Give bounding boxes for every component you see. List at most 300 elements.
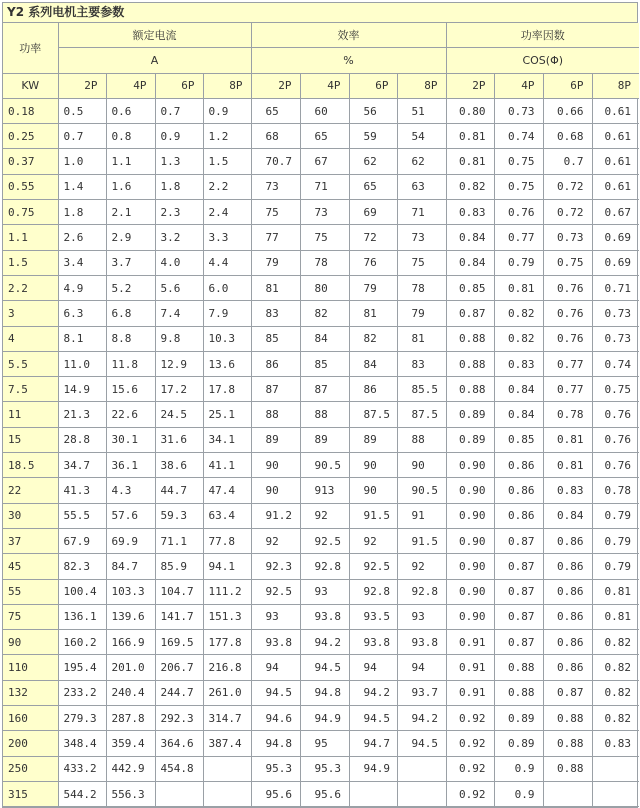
pf-cell: 0.84 [446,225,494,250]
pf-cell: 0.89 [446,427,494,452]
pf-cell: 0.81 [543,427,592,452]
pf-cell: 0.87 [494,579,543,604]
efficiency-cell: 81 [349,301,397,326]
current-cell: 216.8 [203,655,251,680]
current-cell: 63.4 [203,503,251,528]
table-row [3,604,639,629]
current-cell: 139.6 [106,604,155,629]
pf-cell: 0.61 [592,174,639,199]
pf-cell: 0.83 [592,731,639,756]
current-cell: 4.9 [58,275,106,300]
efficiency-cell: 83 [397,351,446,376]
pf-cell: 0.88 [446,351,494,376]
power-cell: 250 [3,756,58,781]
current-cell: 240.4 [106,680,155,705]
efficiency-cell: 92 [300,503,349,528]
pole-header: 4P [300,73,349,98]
pf-cell: 0.81 [543,453,592,478]
efficiency-cell: 78 [397,275,446,300]
pf-cell: 0.75 [494,174,543,199]
efficiency-cell: 73 [300,200,349,225]
pf-cell: 0.88 [543,706,592,731]
efficiency-cell: 87.5 [349,402,397,427]
efficiency-cell: 88 [397,427,446,452]
efficiency-cell: 90 [349,453,397,478]
pf-cell: 0.87 [446,301,494,326]
pf-cell: 0.67 [592,200,639,225]
current-cell: 31.6 [155,427,203,452]
efficiency-cell: 93 [397,604,446,629]
efficiency-cell: 93.8 [349,630,397,655]
power-cell: 132 [3,680,58,705]
efficiency-cell: 92 [349,528,397,553]
current-cell: 47.4 [203,478,251,503]
pf-cell: 0.80 [446,98,494,123]
efficiency-cell: 86 [251,351,300,376]
table-title: Y2 系列电机主要参数 [3,3,637,23]
efficiency-cell: 82 [300,301,349,326]
efficiency-cell: 94.5 [349,706,397,731]
pf-cell: 0.82 [494,326,543,351]
current-cell: 244.7 [155,680,203,705]
efficiency-cell: 54 [397,124,446,149]
efficiency-cell: 92.8 [397,579,446,604]
power-cell: 1.5 [3,250,58,275]
pole-header: 6P [543,73,592,98]
pf-cell: 0.71 [592,275,639,300]
pf-cell: 0.72 [543,200,592,225]
current-cell: 82.3 [58,554,106,579]
current-cell: 166.9 [106,630,155,655]
efficiency-cell: 93 [300,579,349,604]
pf-cell: 0.61 [592,98,639,123]
table-row [3,301,639,326]
current-cell: 3.7 [106,250,155,275]
power-cell: 7.5 [3,377,58,402]
current-cell: 2.6 [58,225,106,250]
current-unit: A [58,48,251,73]
current-cell: 4.0 [155,250,203,275]
pf-cell: 0.84 [494,402,543,427]
current-cell: 57.6 [106,503,155,528]
power-cell: 45 [3,554,58,579]
pf-cell: 0.72 [543,174,592,199]
efficiency-cell: 89 [300,427,349,452]
pf-cell: 0.82 [446,174,494,199]
pf-cell: 0.75 [494,149,543,174]
pf-cell: 0.74 [494,124,543,149]
efficiency-cell: 67 [300,149,349,174]
current-cell: 67.9 [58,528,106,553]
table-row [3,124,639,149]
pf-cell: 0.79 [592,554,639,579]
current-cell: 104.7 [155,579,203,604]
pf-cell: 0.81 [592,604,639,629]
current-cell: 544.2 [58,781,106,806]
efficiency-cell: 79 [349,275,397,300]
current-cell: 1.1 [106,149,155,174]
pf-cell: 0.83 [494,351,543,376]
pf-cell: 0.85 [494,427,543,452]
efficiency-cell: 85 [251,326,300,351]
efficiency-cell: 62 [349,149,397,174]
pf-cell: 0.90 [446,503,494,528]
current-cell: 0.6 [106,98,155,123]
pf-cell: 0.87 [494,554,543,579]
efficiency-cell: 78 [300,250,349,275]
current-cell: 2.3 [155,200,203,225]
power-cell: 110 [3,655,58,680]
pf-cell: 0.73 [543,225,592,250]
pf-cell: 0.76 [543,301,592,326]
efficiency-cell: 94 [349,655,397,680]
current-cell [155,781,203,806]
current-cell: 1.4 [58,174,106,199]
efficiency-cell: 94.9 [300,706,349,731]
efficiency-cell: 81 [397,326,446,351]
efficiency-cell [349,781,397,806]
table-row [3,275,639,300]
kw-header: KW [3,73,58,98]
efficiency-cell: 63 [397,174,446,199]
efficiency-cell: 60 [300,98,349,123]
pf-cell: 0.61 [592,124,639,149]
current-cell: 55.5 [58,503,106,528]
pf-cell: 0.76 [592,427,639,452]
pf-cell: 0.86 [543,528,592,553]
current-cell: 34.1 [203,427,251,452]
pf-cell: 0.81 [446,149,494,174]
current-cell: 10.3 [203,326,251,351]
efficiency-cell: 92.5 [349,554,397,579]
pf-cell: 0.9 [494,756,543,781]
pf-cell: 0.88 [543,731,592,756]
efficiency-cell: 92.8 [300,554,349,579]
current-cell: 1.3 [155,149,203,174]
pf-cell: 0.92 [446,731,494,756]
pf-cell: 0.89 [446,402,494,427]
efficiency-cell: 71 [300,174,349,199]
efficiency-cell: 90.5 [300,453,349,478]
efficiency-cell: 85 [300,351,349,376]
pf-cell: 0.86 [494,478,543,503]
efficiency-cell: 95.3 [300,756,349,781]
pole-header: 2P [58,73,106,98]
current-cell: 13.6 [203,351,251,376]
efficiency-cell: 90 [251,453,300,478]
pf-cell: 0.61 [592,149,639,174]
current-cell [203,781,251,806]
current-cell: 36.1 [106,453,155,478]
current-cell: 177.8 [203,630,251,655]
efficiency-cell: 913 [300,478,349,503]
current-cell: 103.3 [106,579,155,604]
efficiency-cell: 93.5 [349,604,397,629]
pf-cell: 0.91 [446,680,494,705]
pf-cell: 0.76 [592,453,639,478]
current-cell: 279.3 [58,706,106,731]
efficiency-cell: 65 [251,98,300,123]
efficiency-cell: 94.9 [349,756,397,781]
efficiency-cell: 94 [397,655,446,680]
pf-cell: 0.90 [446,478,494,503]
efficiency-cell: 81 [251,275,300,300]
efficiency-cell: 79 [397,301,446,326]
pf-cell: 0.84 [543,503,592,528]
efficiency-cell: 65 [300,124,349,149]
pf-cell: 0.73 [592,301,639,326]
pf-cell: 0.76 [543,326,592,351]
current-cell: 287.8 [106,706,155,731]
efficiency-cell: 92.5 [300,528,349,553]
efficiency-cell: 71 [397,200,446,225]
efficiency-cell: 94.7 [349,731,397,756]
current-cell: 7.9 [203,301,251,326]
table-row [3,351,639,376]
efficiency-cell: 84 [349,351,397,376]
efficiency-cell: 87 [251,377,300,402]
pf-cell: 0.82 [592,655,639,680]
pf-cell: 0.79 [592,528,639,553]
efficiency-cell: 94.5 [300,655,349,680]
current-cell: 28.8 [58,427,106,452]
efficiency-cell: 90.5 [397,478,446,503]
current-cell: 15.6 [106,377,155,402]
efficiency-cell: 69 [349,200,397,225]
pf-cell: 0.68 [543,124,592,149]
current-cell: 69.9 [106,528,155,553]
efficiency-cell: 94.8 [300,680,349,705]
efficiency-cell: 94.5 [251,680,300,705]
current-cell: 206.7 [155,655,203,680]
motor-parameter-table-panel [2,2,638,808]
current-cell: 0.9 [155,124,203,149]
pf-cell: 0.79 [592,503,639,528]
efficiency-cell: 94.6 [251,706,300,731]
table-body [3,98,639,806]
current-header: 额定电流 [58,23,251,48]
efficiency-cell: 95 [300,731,349,756]
pf-cell: 0.92 [446,756,494,781]
pf-cell: 0.84 [446,250,494,275]
power-cell: 0.25 [3,124,58,149]
pf-cell: 0.89 [494,731,543,756]
current-cell: 556.3 [106,781,155,806]
power-cell: 75 [3,604,58,629]
efficiency-cell: 88 [300,402,349,427]
efficiency-cell: 94.2 [300,630,349,655]
pf-cell: 0.90 [446,554,494,579]
current-cell: 1.8 [155,174,203,199]
efficiency-cell: 94 [251,655,300,680]
current-cell: 3.2 [155,225,203,250]
power-cell: 200 [3,731,58,756]
efficiency-cell: 93.7 [397,680,446,705]
pole-header: 2P [251,73,300,98]
current-cell: 136.1 [58,604,106,629]
power-cell: 55 [3,579,58,604]
pf-cell: 0.75 [543,250,592,275]
pf-cell: 0.73 [592,326,639,351]
efficiency-cell: 91.2 [251,503,300,528]
pf-cell: 0.90 [446,604,494,629]
pf-cell: 0.87 [494,630,543,655]
current-cell: 41.1 [203,453,251,478]
pole-header: 6P [349,73,397,98]
pf-cell: 0.87 [494,528,543,553]
pf-cell: 0.89 [494,706,543,731]
current-cell: 11.8 [106,351,155,376]
efficiency-cell [397,781,446,806]
pf-cell: 0.86 [494,453,543,478]
efficiency-cell: 92 [251,528,300,553]
efficiency-cell: 89 [251,427,300,452]
power-cell: 15 [3,427,58,452]
current-cell: 6.3 [58,301,106,326]
current-cell: 41.3 [58,478,106,503]
parameter-table [3,23,639,807]
current-cell: 17.8 [203,377,251,402]
pf-cell: 0.90 [446,528,494,553]
current-cell: 195.4 [58,655,106,680]
efficiency-cell: 95.3 [251,756,300,781]
efficiency-cell: 93.8 [251,630,300,655]
table-row [3,554,639,579]
power-cell: 160 [3,706,58,731]
current-cell: 292.3 [155,706,203,731]
table-row [3,781,639,806]
current-cell: 94.1 [203,554,251,579]
current-cell: 24.5 [155,402,203,427]
efficiency-cell: 82 [349,326,397,351]
efficiency-cell: 70.7 [251,149,300,174]
pf-cell: 0.88 [494,655,543,680]
current-cell: 7.4 [155,301,203,326]
current-cell: 359.4 [106,731,155,756]
current-cell: 2.1 [106,200,155,225]
table-row [3,98,639,123]
current-cell: 387.4 [203,731,251,756]
current-cell: 8.8 [106,326,155,351]
pf-cell: 0.77 [543,351,592,376]
current-cell: 8.1 [58,326,106,351]
efficiency-cell: 75 [397,250,446,275]
table-row [3,149,639,174]
current-cell: 433.2 [58,756,106,781]
pf-cell: 0.84 [494,377,543,402]
efficiency-cell: 92 [397,554,446,579]
efficiency-cell: 75 [251,200,300,225]
efficiency-cell: 93 [251,604,300,629]
current-cell: 233.2 [58,680,106,705]
power-cell: 2.2 [3,275,58,300]
efficiency-cell [397,756,446,781]
pf-cell: 0.87 [494,604,543,629]
current-cell: 111.2 [203,579,251,604]
table-row [3,200,639,225]
pf-cell: 0.86 [543,604,592,629]
efficiency-cell: 95.6 [300,781,349,806]
current-cell: 4.4 [203,250,251,275]
power-cell: 37 [3,528,58,553]
current-cell: 2.2 [203,174,251,199]
current-cell: 0.7 [58,124,106,149]
pole-header: 8P [397,73,446,98]
current-cell: 2.4 [203,200,251,225]
pf-cell: 0.85 [446,275,494,300]
pf-cell: 0.7 [543,149,592,174]
efficiency-cell: 94.2 [349,680,397,705]
efficiency-cell: 68 [251,124,300,149]
pf-header: 功率因数 [446,23,639,48]
pf-cell: 0.76 [543,275,592,300]
pf-cell: 0.77 [494,225,543,250]
pf-cell: 0.82 [592,680,639,705]
pf-cell: 0.82 [494,301,543,326]
pf-cell: 0.88 [446,377,494,402]
current-cell: 9.8 [155,326,203,351]
efficiency-cell: 94.8 [251,731,300,756]
efficiency-cell: 90 [349,478,397,503]
efficiency-cell: 91.5 [349,503,397,528]
table-row [3,427,639,452]
pf-cell: 0.82 [592,706,639,731]
current-cell: 348.4 [58,731,106,756]
current-cell: 261.0 [203,680,251,705]
efficiency-cell: 92.3 [251,554,300,579]
current-cell: 44.7 [155,478,203,503]
efficiency-cell: 90 [251,478,300,503]
table-row [3,503,639,528]
efficiency-cell: 91 [397,503,446,528]
pf-cell: 0.73 [494,98,543,123]
power-cell: 0.55 [3,174,58,199]
current-cell: 12.9 [155,351,203,376]
pf-cell: 0.69 [592,225,639,250]
current-cell: 0.5 [58,98,106,123]
current-cell: 38.6 [155,453,203,478]
pf-cell: 0.74 [592,351,639,376]
pf-cell: 0.92 [446,706,494,731]
header-row-groups [3,23,639,48]
current-cell: 151.3 [203,604,251,629]
current-cell: 25.1 [203,402,251,427]
efficiency-cell: 92.5 [251,579,300,604]
power-cell: 4 [3,326,58,351]
current-cell: 5.2 [106,275,155,300]
efficiency-cell: 93.8 [397,630,446,655]
current-cell: 1.2 [203,124,251,149]
efficiency-cell: 73 [397,225,446,250]
power-cell: 22 [3,478,58,503]
pf-cell: 0.86 [543,630,592,655]
pf-cell: 0.76 [494,200,543,225]
header-row-poles [3,73,639,98]
pf-cell: 0.92 [446,781,494,806]
power-cell: 0.37 [3,149,58,174]
efficiency-cell: 84 [300,326,349,351]
current-cell: 1.6 [106,174,155,199]
pf-cell: 0.86 [543,554,592,579]
efficiency-cell: 80 [300,275,349,300]
pf-cell: 0.88 [494,680,543,705]
power-cell: 0.75 [3,200,58,225]
efficiency-cell: 93.8 [300,604,349,629]
pf-cell: 0.86 [494,503,543,528]
pf-cell: 0.83 [446,200,494,225]
pf-cell: 0.78 [543,402,592,427]
pf-cell: 0.9 [494,781,543,806]
